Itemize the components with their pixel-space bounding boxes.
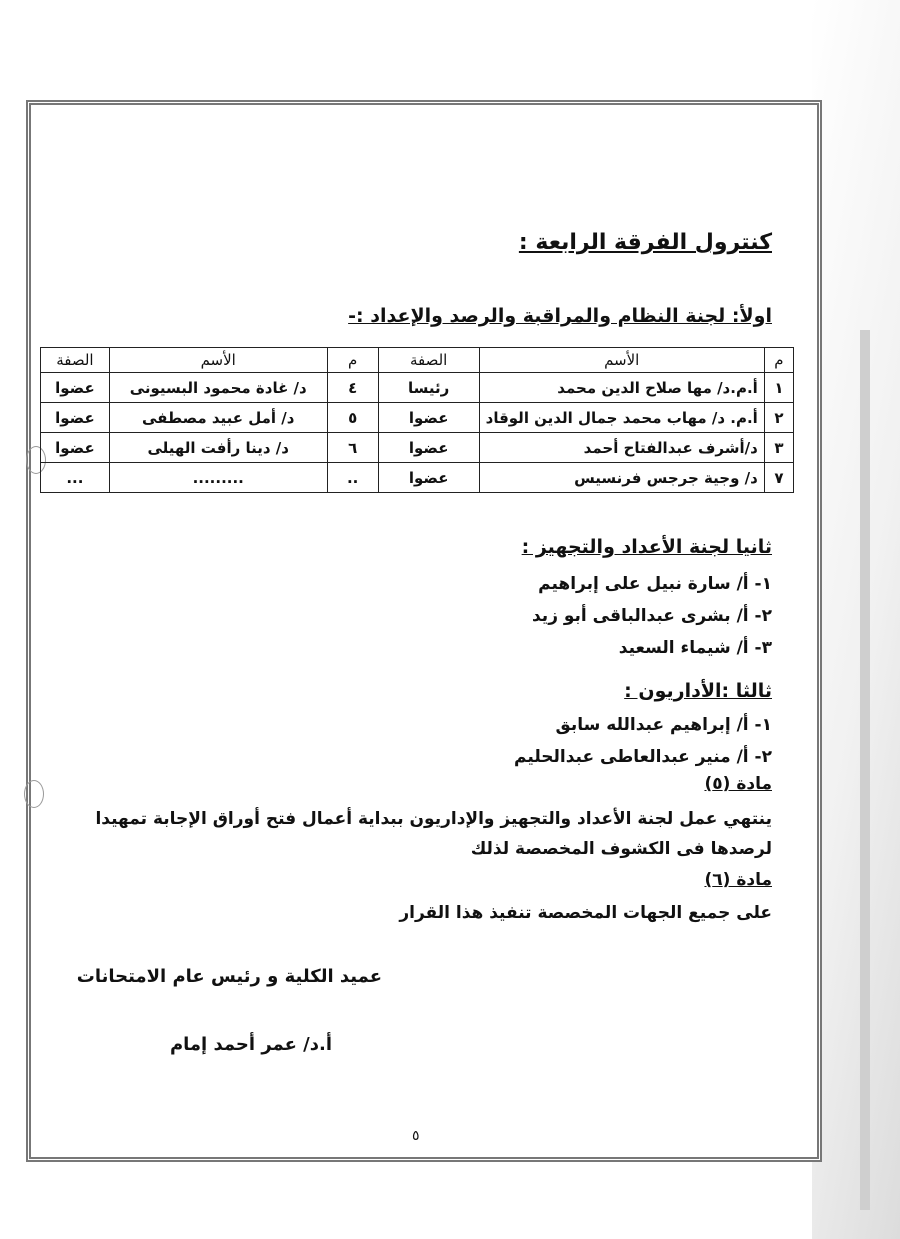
section1-heading: اولأ: لجنة النظام والمراقبة والرصد والإعداد :-: [348, 305, 772, 327]
cell-name: د/ وجية جرجس فرنسيس: [479, 463, 764, 493]
article5-text: ينتهي عمل لجنة الأعداد والتجهيز والإداريون ببداية أعمال فتح أوراق الإجابة تمهيدا لرصدها فى الكشوف المخصصة لذلك: [95, 809, 772, 859]
list-item: ٣- أ/ شيماء السعيد: [618, 638, 772, 658]
signature-name: أ.د/ عمر أحمد إمام: [169, 1034, 332, 1055]
cell-m: ٧: [764, 463, 793, 493]
cell-m2: ٥: [327, 403, 378, 433]
cell-m2: ٤: [327, 373, 378, 403]
committee-table: [40, 347, 794, 493]
col-m: م: [764, 348, 793, 373]
col-role2: الصفة: [41, 348, 110, 373]
cell-role2: عضوا: [41, 433, 110, 463]
page-number: ٥: [412, 1128, 420, 1144]
cell-name2: د/ دينا رأفت الهيلى: [109, 433, 327, 463]
col-m2: م: [327, 348, 378, 373]
article6-label: مادة (٦): [704, 870, 772, 890]
col-role: الصفة: [378, 348, 479, 373]
list-item: ١- أ/ سارة نبيل على إبراهيم: [538, 574, 772, 594]
list-item: ٢- أ/ بشرى عبدالباقى أبو زيد: [531, 606, 772, 626]
administrators-list: [514, 709, 772, 773]
col-name: الأسم: [479, 348, 764, 373]
table-header-row: [41, 348, 794, 373]
section2-heading: ثانيا لجنة الأعداد والتجهيز :: [521, 536, 772, 558]
col-name2: الأسم: [109, 348, 327, 373]
cell-role: رئيسا: [378, 373, 479, 403]
cell-m2: ..: [327, 463, 378, 493]
cell-name: أ.م. د/ مهاب محمد جمال الدين الوقاد: [479, 403, 764, 433]
cell-role: عضوا: [378, 433, 479, 463]
article6-text: على جميع الجهات المخصصة تنفيذ هذا القرار: [399, 903, 772, 923]
cell-name2: .........: [109, 463, 327, 493]
preparation-committee-list: [532, 568, 772, 664]
section3-heading: ثالثا :الأداريون :: [624, 680, 772, 702]
signature-position: عميد الكلية و رئيس عام الامتحانات: [76, 966, 382, 987]
fold-shadow: [860, 330, 870, 1210]
cell-name2: د/ غادة محمود البسيونى: [109, 373, 327, 403]
cell-m2: ٦: [327, 433, 378, 463]
list-item: ١- أ/ إبراهيم عبدالله سابق: [555, 715, 772, 735]
table-row: [41, 463, 794, 493]
cell-name2: د/ أمل عبيد مصطفى: [109, 403, 327, 433]
article5-label: مادة (٥): [704, 774, 772, 794]
table-row: [41, 373, 794, 403]
cell-name: د/أشرف عبدالفتاح أحمد: [479, 433, 764, 463]
cell-name: أ.م.د/ مها صلاح الدين محمد: [479, 373, 764, 403]
page-title: كنترول الفرقة الرابعة :: [518, 230, 772, 255]
table-row: [41, 433, 794, 463]
cell-role2: عضوا: [41, 403, 110, 433]
cell-role: عضوا: [378, 463, 479, 493]
cell-role2: ...: [41, 463, 110, 493]
cell-m: ٢: [764, 403, 793, 433]
cell-role2: عضوا: [41, 373, 110, 403]
folded-page-edge: [812, 0, 900, 1239]
binder-hole: [24, 780, 44, 808]
cell-m: ١: [764, 373, 793, 403]
cell-m: ٣: [764, 433, 793, 463]
cell-role: عضوا: [378, 403, 479, 433]
list-item: ٢- أ/ منير عبدالعاطى عبدالحليم: [514, 747, 772, 767]
table-row: [41, 403, 794, 433]
